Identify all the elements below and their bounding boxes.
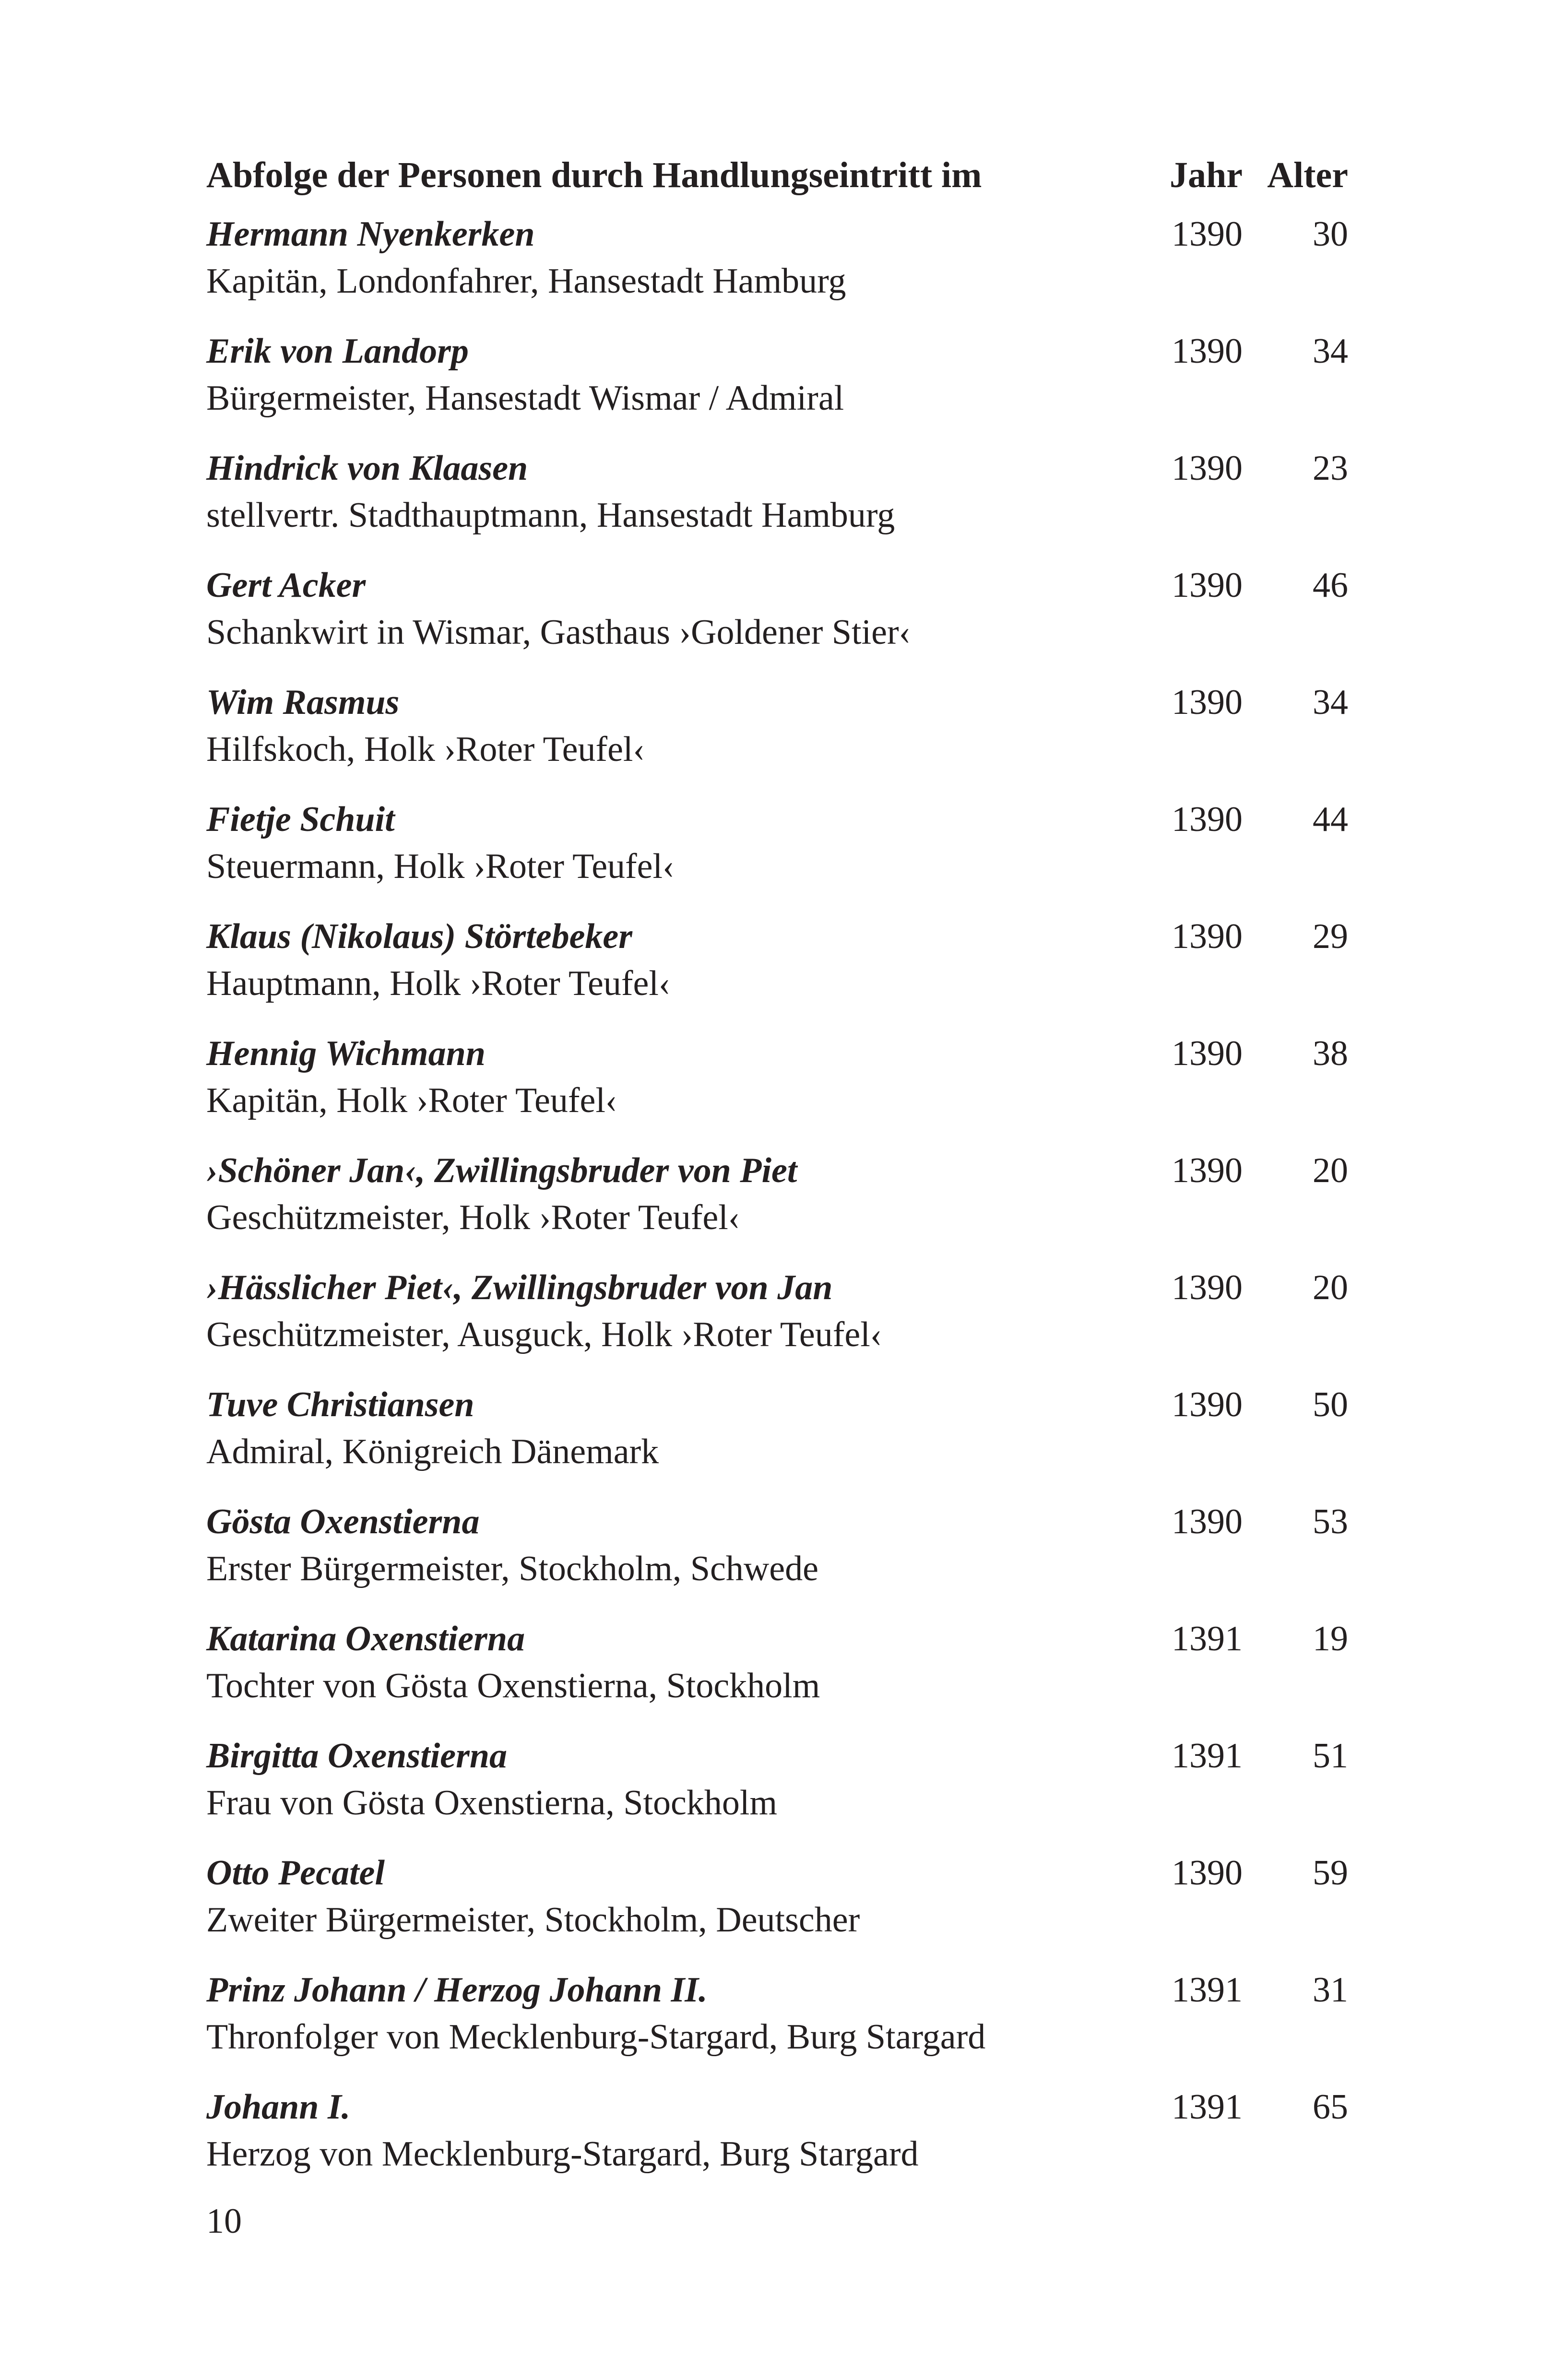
person-age: 53 — [1313, 1502, 1348, 1541]
person-entry — [206, 1732, 1348, 1849]
person-age: 23 — [1313, 449, 1348, 488]
person-age: 34 — [1313, 683, 1348, 722]
person-year: 1390 — [1172, 917, 1243, 956]
person-role: Hilfskoch, Holk ›Roter Teufel‹ — [206, 730, 645, 769]
person-name: Gert Acker — [206, 566, 366, 605]
person-age: 38 — [1313, 1034, 1348, 1073]
person-role: Herzog von Mecklenburg-Stargard, Burg Stargard — [206, 2134, 919, 2174]
person-role: Erster Bürgermeister, Stockholm, Schwede — [206, 1549, 818, 1588]
person-role: Geschützmeister, Holk ›Roter Teufel‹ — [206, 1198, 740, 1237]
person-year: 1390 — [1172, 1268, 1243, 1307]
person-age: 46 — [1313, 566, 1348, 605]
person-age: 30 — [1313, 214, 1348, 254]
person-age: 65 — [1313, 2087, 1348, 2127]
person-entry — [206, 444, 1348, 561]
person-age: 44 — [1313, 800, 1348, 839]
person-name: Birgitta Oxenstierna — [206, 1736, 508, 1776]
person-year: 1390 — [1172, 449, 1243, 488]
person-entry — [206, 2083, 1348, 2200]
person-entry — [206, 1966, 1348, 2083]
person-year: 1391 — [1172, 1970, 1243, 2010]
person-entry — [206, 1381, 1348, 1498]
age-column-header: Alter — [1267, 155, 1348, 195]
person-year: 1391 — [1172, 1619, 1243, 1658]
person-year: 1390 — [1172, 332, 1243, 371]
person-role: Tochter von Gösta Oxenstierna, Stockholm — [206, 1666, 820, 1705]
person-age: 59 — [1313, 1853, 1348, 1893]
person-name: ›Schöner Jan‹, Zwillingsbruder von Piet — [206, 1151, 797, 1190]
person-entry — [206, 1030, 1348, 1147]
person-year: 1390 — [1172, 683, 1243, 722]
person-name: ›Hässlicher Piet‹, Zwillingsbruder von Jan — [206, 1268, 833, 1307]
person-role: Frau von Gösta Oxenstierna, Stockholm — [206, 1783, 777, 1823]
person-age: 20 — [1313, 1151, 1348, 1190]
person-name: Klaus (Nikolaus) Störtebeker — [206, 917, 633, 956]
person-name: Johann I. — [206, 2087, 351, 2127]
person-name: Wim Rasmus — [206, 683, 400, 722]
person-role: Schankwirt in Wismar, Gasthaus ›Goldener Stier‹ — [206, 613, 911, 652]
person-year: 1390 — [1172, 1502, 1243, 1541]
person-list — [206, 210, 1348, 2200]
person-year: 1390 — [1172, 1034, 1243, 1073]
person-role: Thronfolger von Mecklenburg-Stargard, Burg Stargard — [206, 2017, 986, 2057]
person-role: Geschützmeister, Ausguck, Holk ›Roter Teufel‹ — [206, 1315, 882, 1354]
person-year: 1391 — [1172, 2087, 1243, 2127]
person-role: Bürgermeister, Hansestadt Wismar / Admiral — [206, 379, 844, 418]
person-age: 31 — [1313, 1970, 1348, 2010]
person-role: Hauptmann, Holk ›Roter Teufel‹ — [206, 964, 671, 1003]
person-name: Fietje Schuit — [206, 800, 395, 839]
person-role: Admiral, Königreich Dänemark — [206, 1432, 659, 1471]
person-name: Katarina Oxenstierna — [206, 1619, 525, 1658]
person-name: Otto Pecatel — [206, 1853, 385, 1893]
person-role: stellvertr. Stadthauptmann, Hansestadt Hamburg — [206, 496, 895, 535]
person-entry — [206, 1264, 1348, 1381]
person-entry — [206, 1849, 1348, 1966]
person-age: 20 — [1313, 1268, 1348, 1307]
person-entry — [206, 1615, 1348, 1732]
person-year: 1390 — [1172, 1151, 1243, 1190]
table-header — [206, 144, 1348, 206]
person-entry — [206, 678, 1348, 795]
person-name: Hennig Wichmann — [206, 1034, 486, 1073]
person-age: 34 — [1313, 332, 1348, 371]
person-year: 1390 — [1172, 1853, 1243, 1893]
person-entry — [206, 327, 1348, 444]
person-role: Kapitän, Holk ›Roter Teufel‹ — [206, 1081, 617, 1120]
person-age: 50 — [1313, 1385, 1348, 1424]
person-entry — [206, 210, 1348, 327]
person-role: Zweiter Bürgermeister, Stockholm, Deutscher — [206, 1900, 860, 1940]
page-number: 10 — [206, 2202, 242, 2241]
person-year: 1390 — [1172, 566, 1243, 605]
person-name: Hermann Nyenkerken — [206, 214, 535, 254]
person-year: 1390 — [1172, 214, 1243, 254]
person-role: Steuermann, Holk ›Roter Teufel‹ — [206, 847, 675, 886]
person-age: 29 — [1313, 917, 1348, 956]
person-name: Prinz Johann / Herzog Johann II. — [206, 1970, 708, 2010]
person-entry — [206, 1147, 1348, 1264]
person-entry — [206, 561, 1348, 678]
cast-list-page — [206, 144, 1348, 2200]
year-column-header: Jahr — [1170, 155, 1243, 195]
person-entry — [206, 1498, 1348, 1615]
person-entry — [206, 795, 1348, 912]
person-name: Erik von Landorp — [206, 332, 469, 371]
person-name: Tuve Christiansen — [206, 1385, 474, 1424]
person-entry — [206, 912, 1348, 1030]
person-age: 51 — [1313, 1736, 1348, 1776]
person-name: Hindrick von Klaasen — [206, 449, 528, 488]
list-title: Abfolge der Personen durch Handlungseintritt im — [206, 155, 982, 195]
person-age: 19 — [1313, 1619, 1348, 1658]
person-role: Kapitän, Londonfahrer, Hansestadt Hamburg — [206, 261, 846, 301]
person-year: 1390 — [1172, 1385, 1243, 1424]
person-name: Gösta Oxenstierna — [206, 1502, 480, 1541]
person-year: 1390 — [1172, 800, 1243, 839]
person-year: 1391 — [1172, 1736, 1243, 1776]
